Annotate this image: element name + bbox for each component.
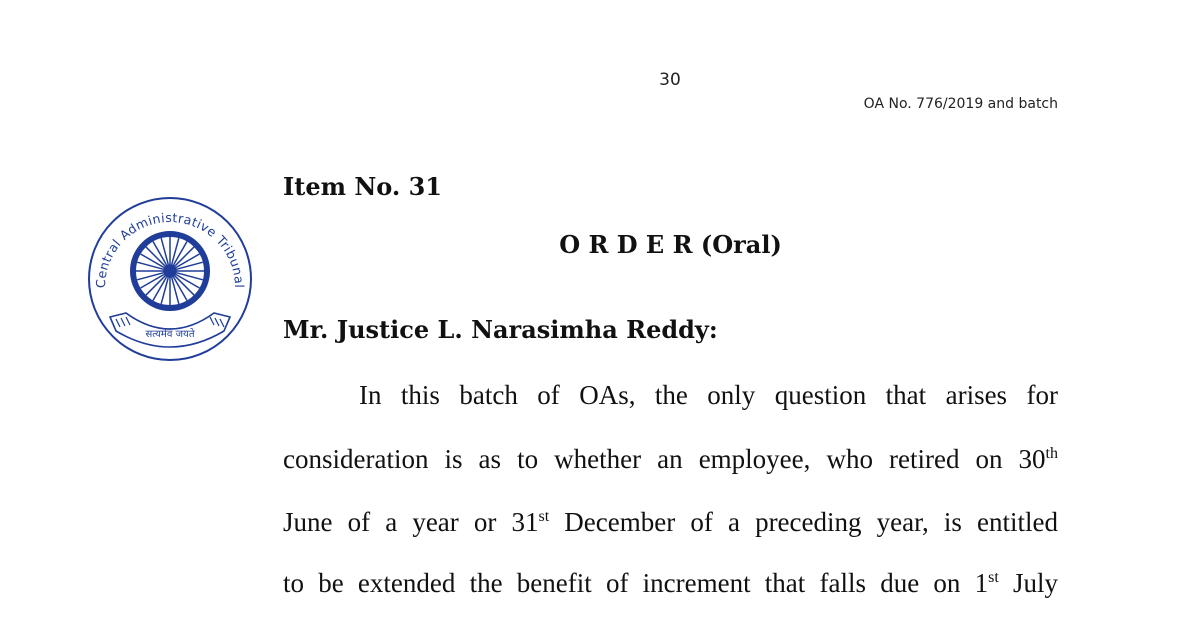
- case-reference: OA No. 776/2019 and batch: [863, 96, 1058, 112]
- ashoka-chakra-icon: [133, 234, 207, 308]
- item-number: Item No. 31: [283, 172, 442, 201]
- order-text-line-4: [283, 568, 1058, 599]
- line-4-ordinal: st: [988, 569, 999, 586]
- line-2-text: consideration is as to whether an employee, who retired on 30: [283, 444, 1046, 474]
- order-text-line-3: [283, 507, 1058, 538]
- line-3-text-b: December of a preceding year, is entitled: [549, 507, 1058, 537]
- page-number: 30: [659, 70, 681, 90]
- seal-motto: सत्यमेव जयते: [145, 329, 195, 340]
- line-3-text-a: June of a year or 31: [283, 507, 539, 537]
- order-text-line-2: [283, 444, 1058, 475]
- order-title: O R D E R (Oral): [559, 230, 782, 259]
- bench-name: Mr. Justice L. Narasimha Reddy:: [283, 315, 718, 344]
- tribunal-seal: [86, 195, 254, 363]
- order-text-line-1: [283, 380, 1058, 411]
- seal-arc-text: Central Administrative Tribunal: [92, 209, 248, 289]
- line-3-ordinal: st: [538, 508, 550, 525]
- line-2-ordinal: th: [1045, 445, 1058, 462]
- line-4-text-a: to be extended the benefit of increment that falls due on 1: [283, 568, 989, 598]
- line-4-text-b: July: [998, 568, 1059, 598]
- line-1-text: In this batch of OAs, the only question that arises for: [359, 380, 1058, 410]
